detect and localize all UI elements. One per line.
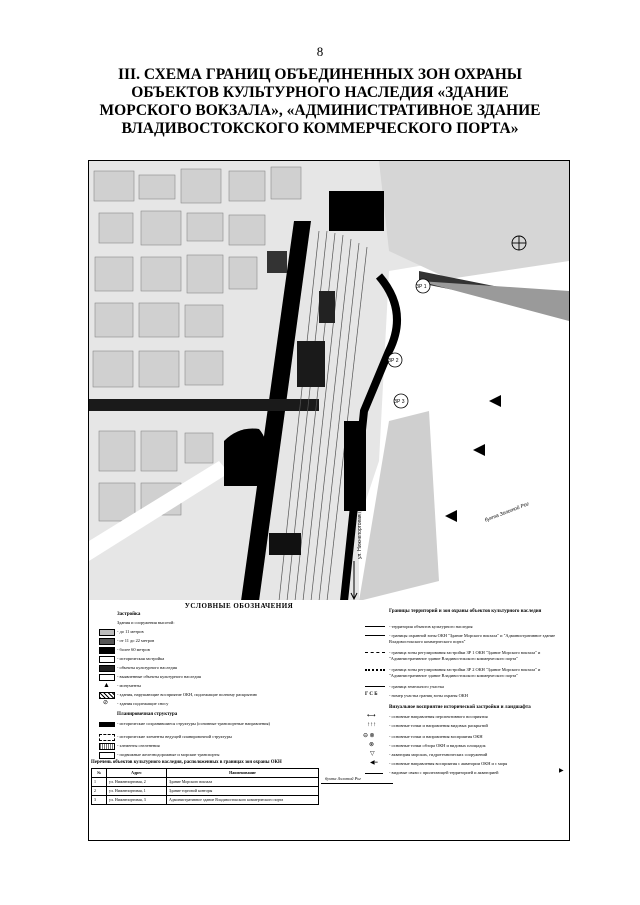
legend-line-z4: [365, 669, 385, 671]
legend-subheading-heights: Здания и сооружения высотой:: [117, 620, 175, 625]
table-cell: ул. Нижнепортовая, 3: [107, 796, 167, 805]
building-port-6: [267, 251, 287, 273]
table-cell: 2: [92, 787, 107, 796]
legend-item-b1: - до 11 метров: [117, 629, 144, 634]
building-port-1: [329, 191, 384, 231]
legend-swatch-b2: [99, 638, 115, 645]
legend-swatch-b5: [99, 665, 115, 672]
legend-heading-zones: Границы территорий и зон охраны объектов культурного наследия: [389, 609, 542, 614]
legend-heading-structure: Планировочная структура: [117, 712, 178, 717]
legend-item-b9: - здания подлежащие сносу: [117, 701, 169, 706]
legend-item-z3: - граница зоны регулирования застройки ЗР 1 ОКН "Здание Морского вокзала" и "Административное здание Владивостокского коммерческого порта": [389, 650, 541, 661]
view-direction-icon: ↑↑↑: [367, 722, 376, 728]
table-row: [92, 796, 319, 805]
visual-link-arrow-icon: ▶: [559, 768, 564, 774]
table-header: Наименование: [167, 769, 319, 778]
building-port-4: [269, 533, 301, 555]
table-header: №: [92, 769, 107, 778]
legend-line-z1: [365, 626, 385, 627]
bay-label-map: бухта Золотой Рог: [484, 501, 530, 524]
legend-item-z1: - территория объектов культурного наследия: [389, 624, 473, 629]
legend-item-s4: - подвижные железнодорожные и морские транспорты: [117, 752, 220, 757]
page-number: 8: [316, 44, 324, 59]
street-label-map: ул. Нижнепортовая / ул. Фонтанная: [357, 476, 363, 559]
legend: [88, 600, 570, 841]
objects-table-caption: Перечень объектов культурного наследия, расположенных в границах зон охраны ОКН: [91, 760, 282, 765]
legend-swatch-b6: [99, 674, 115, 681]
sea-view-icon: ◀≡: [370, 760, 378, 766]
building-port-3: [297, 341, 325, 387]
legend-item-b8: - здания, нарушающие восприятие ОКН, подлежащие полному раскрытию: [117, 692, 258, 697]
table-row: [92, 787, 319, 796]
legend-item-b7: - монументы: [117, 683, 141, 688]
table-row: [92, 778, 319, 787]
objects-table: [91, 768, 319, 805]
legend-item-v3: - основные точки и направления восприятия ОКН: [389, 734, 483, 739]
map-drawing: [89, 161, 569, 601]
legend-bay-note: бухта Золотой Рог: [325, 776, 362, 781]
zone-label-2: ЗР 2: [388, 358, 399, 364]
title-line-3: МОРСКОГО ВОКЗАЛА», «АДМИНИСТРАТИВНОЕ ЗДАНИЕ: [99, 102, 541, 119]
visual-link-line: [365, 773, 383, 774]
legend-item-s2: - исторические элементы ведущей планировочной структуры: [117, 734, 232, 739]
bay-note-line: [321, 783, 393, 784]
legend-item-s3: - элементы озеленения: [117, 743, 160, 748]
title-line-4: ВЛАДИВОСТОКСКОГО КОММЕРЧЕСКОГО ПОРТА»: [121, 120, 519, 137]
building-port-5: [319, 291, 335, 323]
legend-gsb-label: Г С Б: [365, 692, 378, 697]
perspective-arrow-icon: ⟷: [367, 713, 376, 719]
legend-item-b4: - историческая застройка: [117, 656, 165, 661]
legend-item-b3: - более 60 метров: [117, 647, 150, 652]
legend-title: УСЛОВНЫЕ ОБОЗНАЧЕНИЯ: [184, 602, 294, 610]
legend-line-z3: [365, 652, 385, 653]
water-area-icon: ▽: [370, 751, 375, 757]
legend-item-z5: - граница земельного участка: [389, 684, 444, 689]
demolish-icon: ⊘: [103, 700, 109, 706]
table-cell: 1: [92, 778, 107, 787]
legend-item-v7: - видовые связи с прилегающей территорией и акваторией: [389, 770, 499, 775]
legend-swatch-s4: [99, 752, 115, 759]
table-header: Адрес: [107, 769, 167, 778]
table-cell: Здание торговой конторы: [167, 787, 319, 796]
legend-swatch-s3: [99, 743, 115, 750]
legend-line-z5: [365, 686, 385, 687]
legend-heading-visual: Визуальное восприятие исторической застройки и ландшафта: [389, 705, 531, 710]
legend-item-v2: - основные точки и направления видовых раскрытий: [389, 723, 488, 728]
station-square: [224, 429, 268, 487]
legend-item-v4: - основные точки обзора ОКН и видовых площадок: [389, 743, 486, 748]
legend-item-s1: - исторические сохранившиеся структуры (основные транспортные направления): [117, 721, 270, 726]
legend-item-b2: - от 11 до 22 метров: [117, 638, 155, 643]
viewpoint-symbol: [512, 236, 526, 250]
zone-label-1: ЗР 1: [416, 284, 427, 290]
legend-item-b6: - выявленные объекты культурного наследия: [117, 674, 201, 679]
legend-item-z4: - граница зоны регулирования застройки ЗР 2 ОКН "Здание Морского вокзала" и "Административное здание Владивостокского коммерческого порта": [389, 667, 541, 678]
monument-icon: ▲: [103, 681, 110, 689]
legend-line-z2: [365, 635, 385, 636]
legend-swatch-b1: [99, 629, 115, 636]
legend-item-z6: - номер участка границ зоны охраны ОКН: [389, 693, 468, 698]
title-line-2: ОБЪЕКТОВ КУЛЬТУРНОГО НАСЛЕДИЯ «ЗДАНИЕ: [131, 84, 509, 101]
table-cell: Здание Морского вокзала: [167, 778, 319, 787]
legend-swatch-s2: [99, 734, 115, 741]
title-line-1: III. СХЕМА ГРАНИЦ ОБЪЕДИНЕННЫХ ЗОН ОХРАНЫ: [117, 66, 523, 83]
table-cell: Административное здание Владивостокского коммерческого порта: [167, 796, 319, 805]
legend-swatch-b4: [99, 656, 115, 663]
legend-heading-buildings: Застройка: [117, 612, 141, 617]
legend-item-v1: - основные направления перспективного восприятия: [389, 714, 488, 719]
map-frame: [88, 160, 570, 602]
viewpoint-icon: ⊖ ⊗: [363, 733, 375, 739]
page-title: [90, 66, 550, 138]
table-cell: ул. Нижнепортовая, 1: [107, 787, 167, 796]
legend-swatch-s1: [99, 722, 115, 727]
observation-point-icon: ⊗: [369, 742, 375, 748]
legend-swatch-b3: [99, 647, 115, 654]
cross-street: [89, 399, 319, 411]
legend-item-v5: - акватория морских, гидротехнических сооружений: [389, 752, 488, 757]
legend-swatch-b8: [99, 692, 115, 699]
table-cell: ул. Нижнепортовая, 2: [107, 778, 167, 787]
legend-item-z2: - границы охранной зоны ОКН "Здание Морского вокзала" и "Административное здание Владивостокского коммерческого порта": [389, 633, 556, 644]
legend-item-v6: - основные направления восприятия с акватории ОКН и с моря: [389, 761, 508, 766]
zone-label-3: ЗР 3: [394, 399, 405, 405]
legend-item-b5: - объекты культурного наследия: [117, 665, 177, 670]
table-cell: 3: [92, 796, 107, 805]
